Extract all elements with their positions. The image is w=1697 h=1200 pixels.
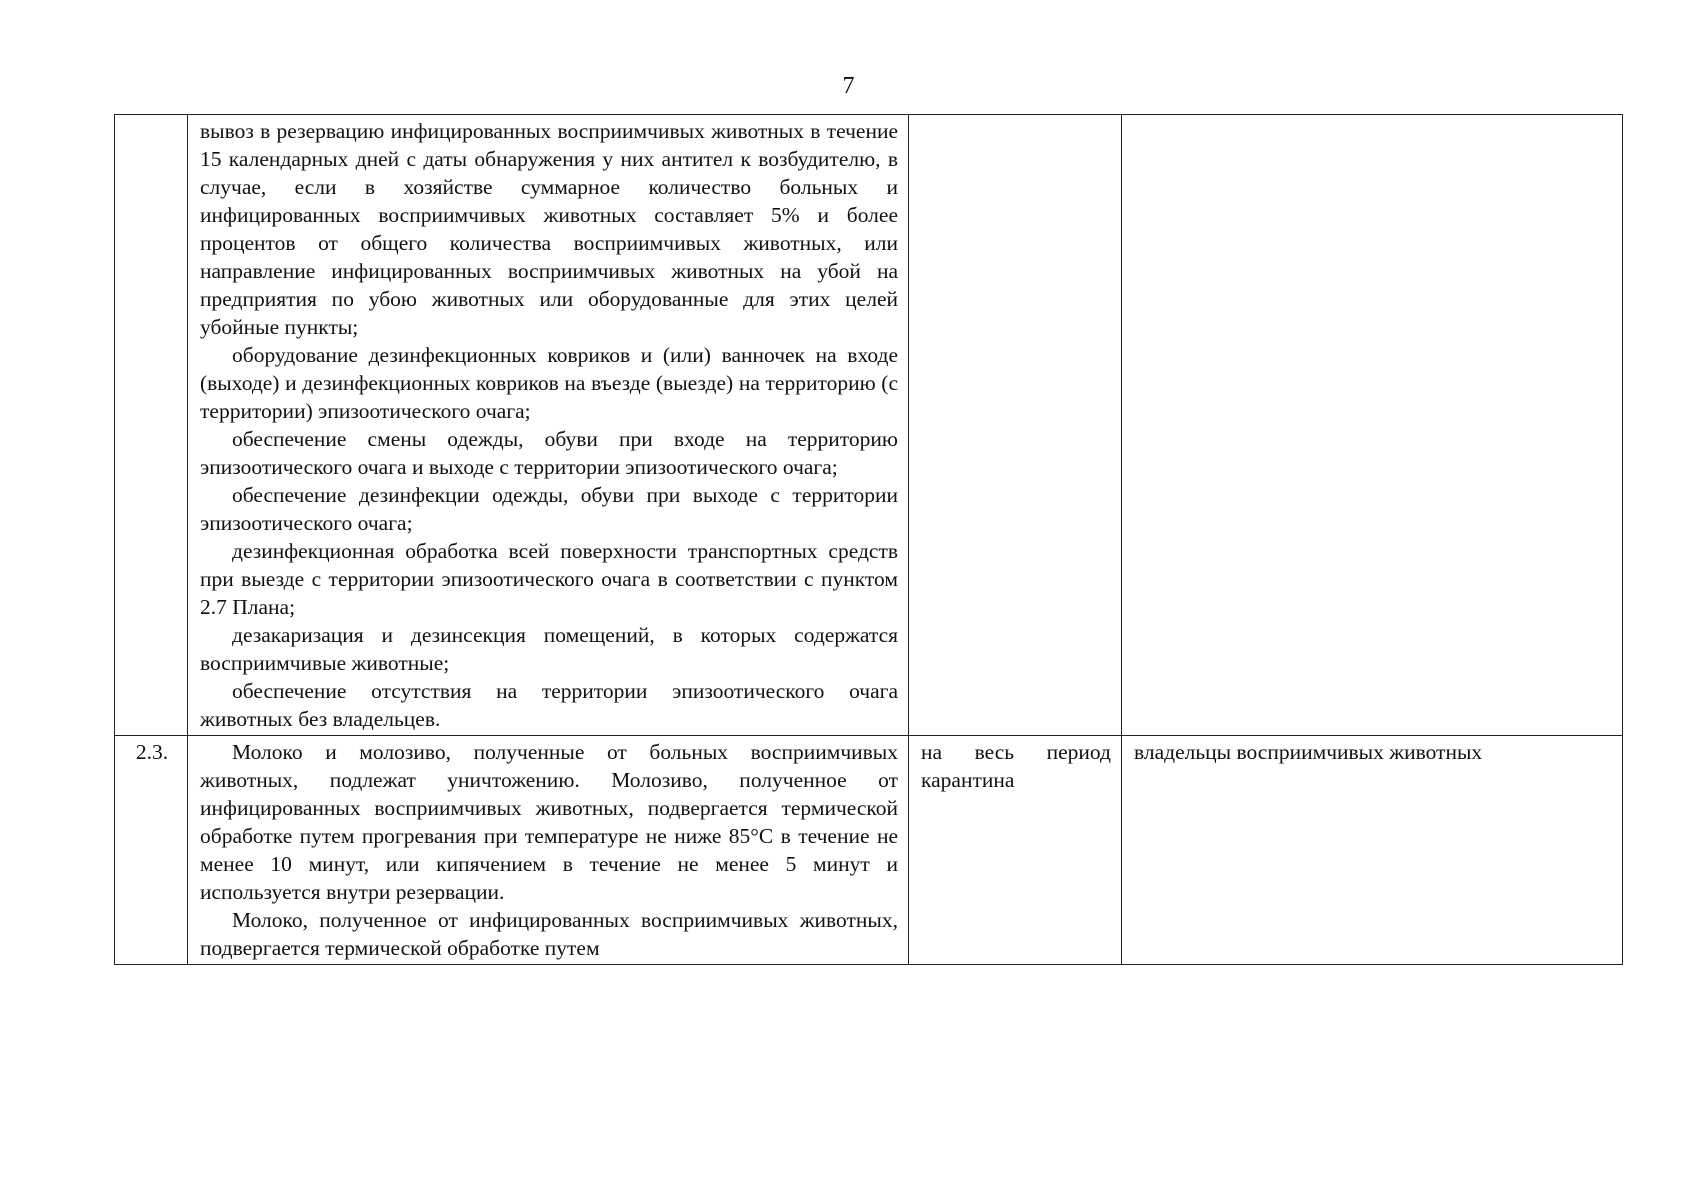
measure-paragraph: обеспечение отсутствия на территории эпизоотического очага животных без владельцев.	[200, 679, 898, 731]
row-number	[115, 115, 188, 736]
measure-paragraph: Молоко и молозиво, полученные от больных восприимчивых животных, подлежат уничтожению. Молозиво, полученное от инфицированных восприимчивых животных, подвергается термической обработке путем прогревания при температуре не ниже 85°С в течение не менее 10 минут, или кипячением в течение не менее 5 минут и используется внутри резервации.	[200, 740, 898, 904]
measure-paragraph: вывоз в резервацию инфицированных восприимчивых животных в течение 15 календарных дней с даты обнаружения у них антител к возбудителю, в случае, если в хозяйстве суммарное количество больных и инфицированных восприимчивых животных составляет 5% и более процентов от общего количества восприимчивых животных, или направление инфицированных восприимчивых животных на убой на предприятия по убою животных или оборудованные для этих целей убойные пункты;	[200, 119, 898, 339]
table-row	[115, 115, 1623, 736]
measure-paragraph: Молоко, полученное от инфицированных восприимчивых животных, подвергается термической обработке путем	[200, 908, 898, 960]
measure-responsible	[1122, 115, 1623, 736]
measure-paragraph: дезакаризация и дезинсекция помещений, в которых содержатся восприимчивые животные;	[200, 623, 898, 675]
row-number: 2.3.	[115, 736, 188, 965]
table-row	[115, 736, 1623, 965]
measure-period	[909, 115, 1122, 736]
measure-description	[188, 736, 909, 965]
measure-paragraph: оборудование дезинфекционных ковриков и (или) ванночек на входе (выходе) и дезинфекционных ковриков на въезде (выезде) на территорию (с территории) эпизоотического очага;	[200, 343, 898, 423]
page-number: 7	[842, 73, 855, 99]
measure-paragraph: обеспечение дезинфекции одежды, обуви при выходе с территории эпизоотического очага;	[200, 483, 898, 535]
measures-table	[114, 114, 1623, 965]
measure-paragraph: дезинфекционная обработка всей поверхности транспортных средств при выезде с территории эпизоотического очага в соответствии с пунктом 2.7 Плана;	[200, 539, 898, 619]
measure-description	[188, 115, 909, 736]
measure-paragraph: обеспечение смены одежды, обуви при входе на территорию эпизоотического очага и выходе с территории эпизоотического очага;	[200, 427, 898, 479]
measure-responsible: владельцы восприимчивых животных	[1122, 736, 1623, 965]
measure-period: на весь период карантина	[909, 736, 1122, 965]
